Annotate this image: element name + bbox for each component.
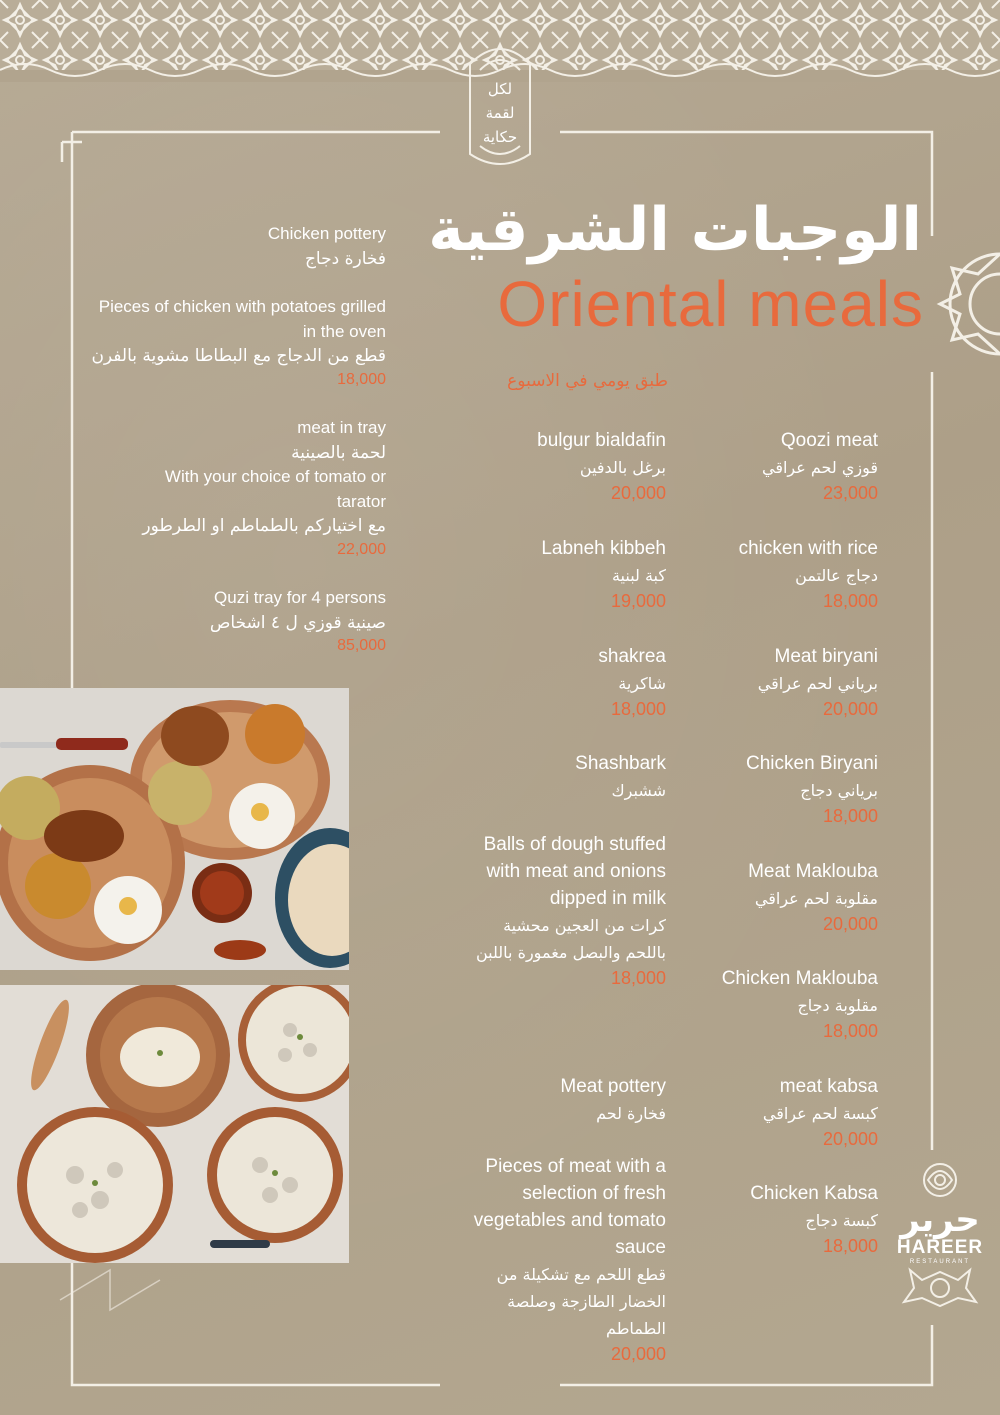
menu-item-meat-biryani xyxy=(678,643,878,721)
item-name-ar: شاكرية xyxy=(618,674,666,693)
item-name-en: shakrea xyxy=(598,646,666,667)
menu-item-meat-pottery xyxy=(466,1073,666,1127)
logo-subtitle: RESTAURANT xyxy=(909,1259,971,1265)
item-name-en: Meat biryani xyxy=(774,646,878,667)
slogan-line-3: حكاية xyxy=(482,128,518,146)
item-name-en: Meat pottery xyxy=(560,1076,666,1097)
item-price: 20,000 xyxy=(610,483,666,503)
menu-item-chicken-pottery xyxy=(86,222,386,271)
item-name-ar: كبة لبنية xyxy=(611,566,666,585)
item-name-en: Quzi tray for 4 persons xyxy=(214,588,386,607)
item-price: 85,000 xyxy=(337,637,386,654)
item-name-ar: فخارة لحم xyxy=(596,1104,666,1123)
item-name-ar: مقلوبة دجاج xyxy=(797,996,878,1015)
item-name-en: meat in tray xyxy=(297,418,386,437)
item-description-en: With your choice of tomato or tarator xyxy=(164,467,386,511)
slogan-emblem xyxy=(460,34,540,174)
menu-item-meat-maklouba xyxy=(678,858,878,936)
item-name-en: Chicken Kabsa xyxy=(750,1183,878,1204)
item-name-en: Chicken Biryani xyxy=(746,753,878,774)
item-name-en: Shashbark xyxy=(575,753,666,774)
slogan-emblem-icon xyxy=(460,34,540,174)
title-english: Oriental meals xyxy=(497,268,924,340)
slogan-line-2: لقمة xyxy=(485,104,515,122)
item-price: 20,000 xyxy=(822,699,878,719)
item-name-ar: صينية قوزي ل ٤ اشخاص xyxy=(209,612,386,633)
item-price: 18,000 xyxy=(337,370,386,388)
item-name-ar: كرات من العجين محشية باللحم والبصل مغمورة باللبن xyxy=(475,916,666,962)
logo-rosette-icon xyxy=(900,1266,980,1308)
item-name-en: Balls of dough stuffed with meat and onions dipped in milk xyxy=(483,834,666,909)
menu-item-chicken-potatoes xyxy=(86,295,386,391)
item-name-ar: برياني دجاج xyxy=(800,781,878,800)
item-name-en: Meat Maklouba xyxy=(748,861,878,882)
menu-item-meat-in-tray xyxy=(86,416,386,561)
item-name-ar: برياني لحم عراقي xyxy=(757,674,878,693)
item-price: 18,000 xyxy=(822,1236,878,1256)
item-price: 18,000 xyxy=(610,699,666,719)
logo-emblem-icon xyxy=(910,1158,970,1198)
item-name-en: Pieces of meat with a selection of fresh vegetables and tomato sauce xyxy=(473,1156,666,1258)
menu-item-qoozi-meat xyxy=(678,427,878,505)
item-name-en: Qoozi meat xyxy=(780,430,878,451)
item-price: 22,000 xyxy=(337,540,386,558)
item-name-ar: قوزي لحم عراقي xyxy=(762,458,878,477)
slogan-line-1: لكل xyxy=(487,80,513,98)
item-name-en: Labneh kibbeh xyxy=(541,538,666,559)
menu-item-shashbark xyxy=(466,750,666,804)
title-arabic: الوجبات الشرقية xyxy=(428,195,922,265)
menu-item-chicken-kabsa xyxy=(678,1180,878,1258)
menu-item-quzi-tray xyxy=(86,586,386,657)
item-price: 18,000 xyxy=(822,1021,878,1041)
item-name-ar: لحمة بالصينية xyxy=(291,442,386,463)
item-name-ar: ششبرك xyxy=(611,781,666,800)
item-name-ar: فخارة دجاج xyxy=(304,248,386,269)
item-name-ar: برغل بالدفين xyxy=(579,458,666,477)
item-name-en: Chicken pottery xyxy=(267,224,386,243)
item-name-en: chicken with rice xyxy=(738,538,878,559)
item-description-ar: مع اختياركم بالطماطم او الطرطور xyxy=(142,516,386,536)
food-photo-platters xyxy=(0,688,349,970)
menu-item-dough-balls xyxy=(466,831,666,990)
item-name-en: meat kabsa xyxy=(779,1076,878,1097)
item-price: 18,000 xyxy=(822,806,878,826)
menu-item-chicken-biryani xyxy=(678,750,878,828)
menu-item-meat-kabsa xyxy=(678,1073,878,1151)
menu-item-meat-vegetables xyxy=(466,1153,666,1366)
menu-item-bulgur xyxy=(466,427,666,505)
item-price: 23,000 xyxy=(822,483,878,503)
item-name-ar: دجاج عالتمن xyxy=(795,566,878,585)
item-name-en: Chicken Maklouba xyxy=(721,968,878,989)
food-photo-yogurt-dishes xyxy=(0,985,349,1263)
item-name-ar: كبسة دجاج xyxy=(805,1211,878,1230)
item-price: 20,000 xyxy=(822,914,878,934)
weekly-dish-note: طبق يومي في الاسبوع xyxy=(507,371,668,391)
item-name-ar: مقلوبة لحم عراقي xyxy=(754,889,878,908)
item-name-ar: قطع اللحم مع تشكيلة من الخضار الطازجة وصلصة الطماطم xyxy=(496,1265,666,1338)
item-name-en: bulgur bialdafin xyxy=(537,430,666,451)
rosette-ornament-icon xyxy=(930,244,1000,364)
item-price: 19,000 xyxy=(610,591,666,611)
item-name-ar: كبسة لحم عراقي xyxy=(762,1104,878,1123)
item-price: 20,000 xyxy=(610,1344,666,1364)
menu-item-chicken-rice xyxy=(678,535,878,613)
logo-text-arabic: حرير xyxy=(900,1200,980,1240)
logo-text-english: HAREER xyxy=(896,1237,984,1258)
item-name-ar: قطع من الدجاج مع البطاطا مشوية بالفرن xyxy=(91,346,386,366)
item-price: 20,000 xyxy=(822,1129,878,1149)
menu-item-shakrea xyxy=(466,643,666,721)
item-price: 18,000 xyxy=(822,591,878,611)
item-price: 18,000 xyxy=(610,968,666,988)
menu-item-chicken-maklouba xyxy=(668,965,878,1043)
hareer-logo xyxy=(893,1158,987,1318)
menu-item-labneh-kibbeh xyxy=(466,535,666,613)
item-name-en: Pieces of chicken with potatoes grilled in the oven xyxy=(98,297,386,341)
